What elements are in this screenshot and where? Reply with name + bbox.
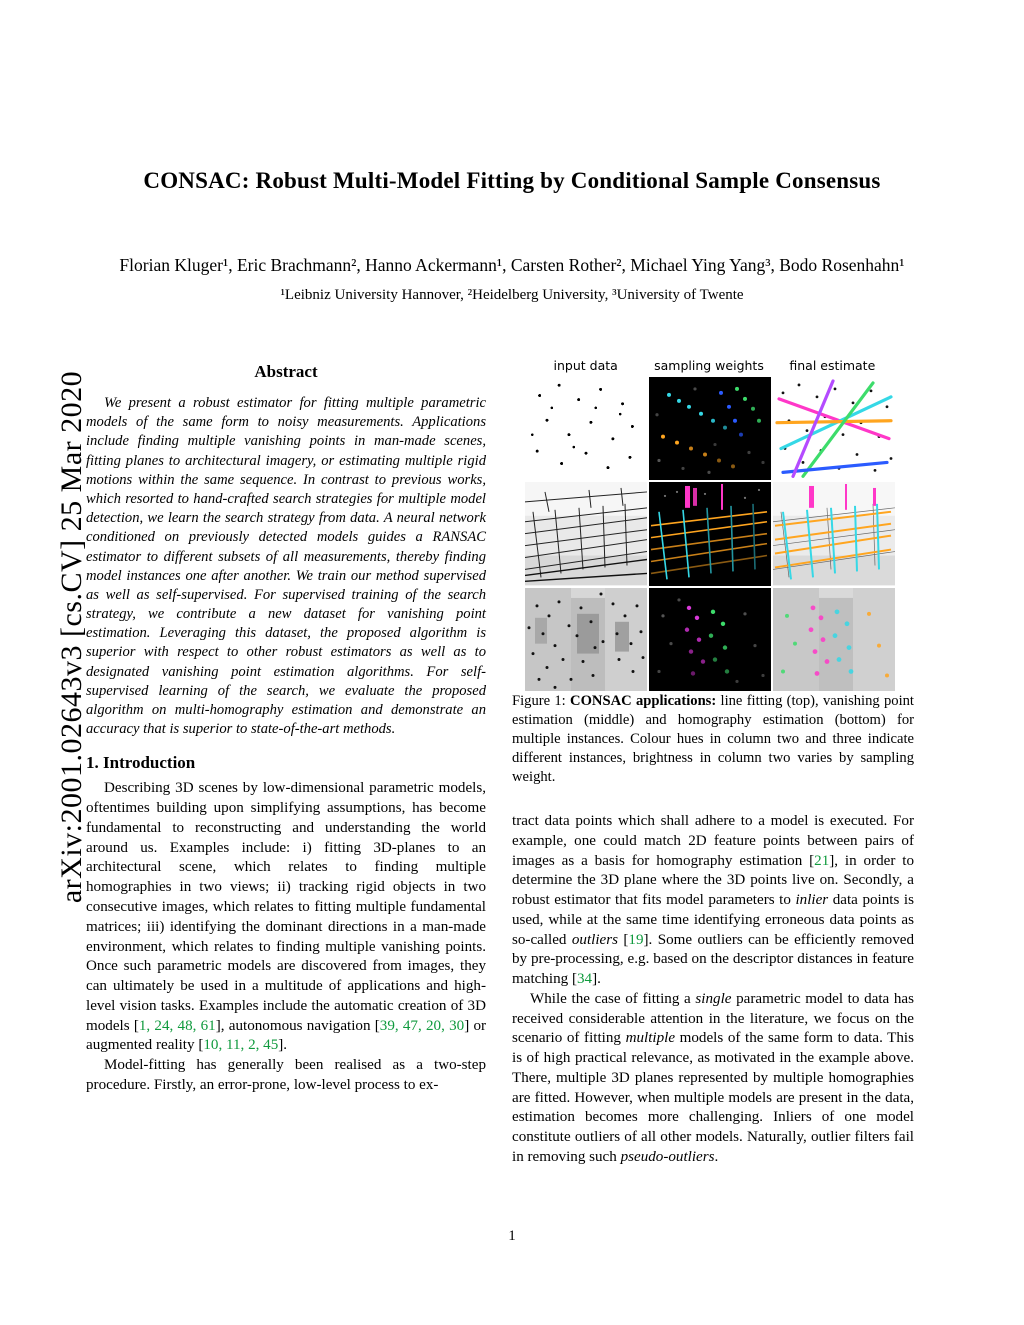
figure-cell-homography-final (773, 588, 895, 691)
citation-group-3: 10, 11, 2, 45 (203, 1037, 279, 1054)
figure-column-labels (524, 358, 894, 373)
intro-p3-part-c: data points is used, while at the same time identifying erroneous data points as so-called (512, 892, 914, 948)
intro-p1-part-b: ], autonomous navigation [ (215, 1017, 380, 1034)
page-number: 1 (508, 1228, 516, 1244)
intro-p3-emph-inlier: inlier (795, 892, 829, 909)
figure-cell-line-weights (649, 377, 771, 480)
intro-p3-emph-outliers: outliers (571, 931, 618, 948)
intro-p4-part-d: . (714, 1149, 719, 1166)
left-column (86, 362, 486, 1096)
intro-p1-part-a: Describing 3D scenes by low-dimensional parametric models, oftentimes building upon simplifying assumptions, has become fundamental to reconstructing and understanding the world around us. Examples include: i) fitting 3D-planes to an architectural scene, which relates to finding multiple homographies in two views; ii) tracking rigid objects in two consecutive images, which relates to fitting multiple fundamental matrices; iii) identifying the dominant directions in a man-made environment, which relates to finding multiple vanishing points. Once such parametric models are discovered from images, they can ultimately be used in a multitude of applications and high-level vision tasks. Examples include the automatic creation of 3D models [ (86, 780, 486, 1034)
intro-p1-part-c: ] or augmented reality [ (86, 1017, 487, 1054)
introduction-heading: 1. Introduction (86, 753, 196, 773)
figure-caption (512, 692, 914, 788)
figure-cell-vp-input (525, 482, 647, 585)
figure-cell-homography-weights (649, 588, 771, 691)
figure-label-weights: sampling weights (654, 358, 764, 373)
citation-group-5: 19 (628, 931, 644, 948)
figure-label-final: final estimate (789, 358, 876, 373)
figure-grid (524, 376, 896, 692)
intro-p4-part-c: models of the same form to data. This is of high practical relevance, as motivated in the example above. There, multiple 3D planes represented by multiple homographies are fitted. However, when multiple models are present in the data, estimation becomes more challenging. Inliers of one model constitute outliers of all other models. Naturally, outlier filters fail in removing such (512, 1030, 915, 1166)
intro-p4-part-b: parametric model to data has received considerable attention in the literature, we focus on the scenario of fitting (512, 990, 914, 1047)
homography-final-svg (773, 588, 895, 691)
point-cloud-black (525, 377, 647, 480)
figure-caption-rest: line fitting (top), vanishing point estimation (middle) and homography estimation (bottom) for multiple instances. Colour hues in column two and three indicate different instances, brightness in column two varies by sampling weight. (512, 693, 914, 786)
line-final-svg (773, 377, 895, 480)
homography-input-svg (525, 588, 647, 691)
figure-cell-homography-input (525, 588, 647, 691)
citation-group-4: 21 (814, 852, 830, 869)
intro-p4-emph-multiple: multiple (625, 1030, 676, 1047)
intro-p3-part-a: tract data points which shall adhere to a model is executed. For example, one could match 2D feature points between pairs of images as a basis for homography estimation [ (512, 813, 914, 869)
figure-label-input: input data (553, 358, 618, 373)
line-weights-svg (649, 377, 771, 480)
figure-cell-line-final (773, 377, 895, 480)
intro-p4-emph-pseudo-outliers: pseudo-outliers (620, 1149, 715, 1166)
intro-paragraph-2: Model-fitting has generally been realised as a two-step procedure. Firstly, an error-prone, low-level process to ex- (86, 1057, 486, 1093)
figure-caption-bold: CONSAC applications: (570, 693, 717, 709)
intro-paragraph-1 (86, 779, 486, 1056)
intro-p3-part-f: ]. (592, 971, 601, 988)
figure-cell-vp-weights (649, 482, 771, 585)
citation-group-6: 34 (576, 971, 593, 988)
right-column (512, 812, 914, 1168)
abstract-text: We present a robust estimator for fitting multiple parametric models of the same form to noisy measurements. Applications include finding multiple vanishing points in man-made scenes, fitting planes to architectural imagery, or estimating multiple rigid motions within the same sequence. In contrast to previous works, which resorted to hand-crafted search strategies for multiple model detection, we learn the search strategy from data. A neural network conditioned on previously detected models guides a RANSAC estimator to different subsets of all measurements, thereby finding model instances one after another. We train our method supervised as well as self-supervised. For supervised training of the search strategy, we contribute a new dataset for vanishing point estimation. Leveraging this dataset, the proposed algorithm is superior with respect to other robust estimators as well as to designated vanishing point estimation algorithms. For self-supervised learning of the search, we evaluate the proposed algorithm on multi-homography estimation and demonstrate an accuracy that is superior to state-of-the-art methods. (86, 395, 486, 738)
intro-p3-part-d: [ (618, 931, 629, 948)
intro-p4-emph-single: single (695, 990, 732, 1007)
homography-weights-svg (649, 588, 771, 691)
intro-paragraph-4 (512, 990, 914, 1168)
vp-input-svg (525, 482, 647, 585)
abstract-heading: Abstract (254, 362, 318, 381)
page-title: CONSAC: Robust Multi-Model Fitting by Conditional Sample Consensus (143, 168, 881, 193)
citation-group-2: 39, 47, 20, 30 (379, 1017, 465, 1034)
figure-caption-label: Figure 1: (512, 693, 571, 709)
intro-p3-part-b: ], in order to determine the 3D plane where the 3D points live on. Secondly, a robust estimator that fits model parameters to (512, 852, 914, 909)
intro-paragraph-3 (512, 812, 914, 990)
vp-weights-svg (649, 482, 771, 585)
arxiv-stamp: arXiv:2001.02643v3 [cs.CV] 25 Mar 2020 (55, 370, 88, 904)
figure-cell-line-input (525, 377, 647, 480)
author-list: Florian Kluger¹, Eric Brachmann², Hanno Ackermann¹, Carsten Rother², Michael Ying Yang³, Bodo Rosenhahn¹ (119, 255, 905, 275)
figure-1 (524, 358, 894, 692)
figure-cell-vp-final (773, 482, 895, 585)
affiliation-list: ¹Leibniz University Hannover, ²Heidelberg University, ³University of Twente (280, 287, 744, 303)
citation-group-1: 1, 24, 48, 61 (138, 1017, 216, 1034)
intro-p3-part-e: ]. Some outliers can be efficiently removed by pre-processing, e.g. based on the descriptor distances in feature matching [ (512, 931, 914, 988)
vp-final-svg (773, 482, 895, 585)
intro-p1-part-d: ]. (278, 1037, 288, 1054)
intro-p4-part-a: While the case of fitting a (530, 990, 696, 1007)
